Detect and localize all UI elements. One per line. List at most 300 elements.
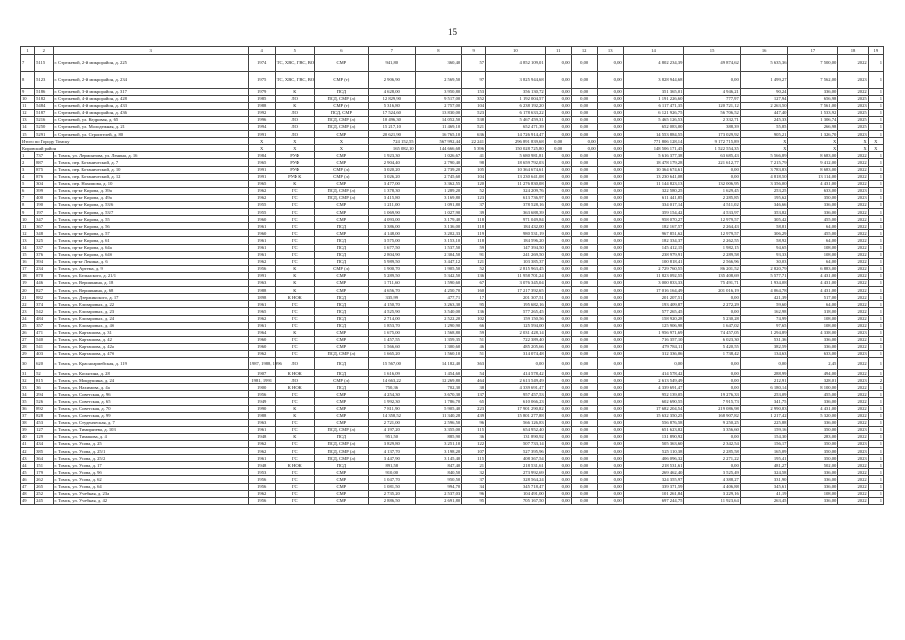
table-cell: 0,00 bbox=[684, 384, 740, 391]
table-cell: 17 524,60 bbox=[368, 109, 415, 116]
table-cell: 336,00 bbox=[788, 483, 838, 490]
table-cell: 0,00 bbox=[571, 412, 597, 419]
table-cell: СМР bbox=[314, 490, 368, 497]
table-cell: X bbox=[248, 138, 275, 145]
table-cell: СМР bbox=[314, 412, 368, 419]
table-cell: 3 bbox=[21, 166, 35, 173]
table-cell: 36 bbox=[462, 433, 486, 440]
table-cell: 168 907,82 bbox=[684, 412, 740, 419]
table-cell: 7 811,90 bbox=[368, 405, 415, 412]
table-row bbox=[21, 462, 884, 469]
table-cell: 241 269,50 bbox=[486, 251, 546, 258]
address-cell: г. Томск, ул. Вершинина, д. 18 bbox=[53, 280, 248, 287]
column-number: 11 bbox=[545, 47, 571, 55]
table-cell: 0,00 bbox=[571, 88, 597, 95]
table-cell: ГС bbox=[275, 455, 314, 462]
table-cell: 0,00 bbox=[597, 152, 623, 159]
table-cell: СМР bbox=[314, 405, 368, 412]
table-cell: 13 830,00 bbox=[415, 109, 462, 116]
table-cell: 39 bbox=[462, 209, 486, 216]
table-cell: 2 757,00 bbox=[415, 102, 462, 109]
table-cell: 2022 bbox=[838, 391, 868, 398]
table-cell: 0,00 bbox=[571, 202, 597, 209]
table-cell: 1 bbox=[868, 180, 883, 187]
table-cell: 3 356,00 bbox=[740, 180, 788, 187]
table-cell: 4 339 691,47 bbox=[486, 384, 546, 391]
table-cell: 517,00 bbox=[788, 294, 838, 301]
table-cell: 541 bbox=[35, 343, 53, 350]
address-cell: г. Томск, ул. Карташова, д. 31 bbox=[53, 329, 248, 336]
table-cell: 777,97 bbox=[684, 95, 740, 102]
address-cell: г. Стрежевой, 2-й микрорайон, д. 225 bbox=[53, 54, 248, 71]
table-cell: 51 bbox=[462, 350, 486, 357]
table-cell: 2022 bbox=[838, 462, 868, 469]
table-cell: 0,00 bbox=[597, 138, 623, 145]
address-cell: г. Томск, ул. Усова, д. 17 bbox=[53, 462, 248, 469]
table-cell: К bbox=[275, 272, 314, 279]
table-cell: 0,00 bbox=[545, 322, 571, 329]
table-cell: 9 517,00 bbox=[415, 95, 462, 102]
table-cell: 11 bbox=[21, 102, 35, 109]
table-cell: 0,00 bbox=[571, 54, 597, 71]
table-cell: 64,00 bbox=[788, 223, 838, 230]
table-cell: 0,00 bbox=[545, 455, 571, 462]
table-cell: ПСД bbox=[314, 301, 368, 308]
table-row bbox=[21, 412, 884, 419]
table-cell: К bbox=[275, 405, 314, 412]
table-row bbox=[21, 166, 884, 173]
table-cell: 37 bbox=[21, 412, 35, 419]
table-cell: 2 031 428,14 bbox=[486, 329, 546, 336]
table-cell: 31 bbox=[21, 370, 35, 377]
table-cell: 0,00 bbox=[571, 448, 597, 455]
table-cell: 108,00 bbox=[788, 315, 838, 322]
table-cell: 1960 bbox=[248, 216, 275, 223]
table-cell: 0,00 bbox=[545, 109, 571, 116]
address-cell: г. Томск, ул. Красноармейская, д. 119 bbox=[53, 358, 248, 370]
table-cell: 2022 bbox=[838, 230, 868, 237]
table-cell: 847,40 bbox=[415, 462, 462, 469]
table-cell: 359 154,42 bbox=[623, 209, 684, 216]
table-cell: 339 371,59 bbox=[623, 483, 684, 490]
table-cell: 314 074,48 bbox=[486, 350, 546, 357]
table-cell: К bbox=[275, 102, 314, 109]
table-cell: 341,75 bbox=[740, 398, 788, 405]
table-cell: 525 110,38 bbox=[623, 448, 684, 455]
table-cell: 218 531,61 bbox=[623, 462, 684, 469]
table-cell: 14 bbox=[21, 123, 35, 130]
table-cell: 1 047,70 bbox=[368, 476, 415, 483]
table-cell: 0,00 bbox=[597, 230, 623, 237]
table-cell: 0,00 bbox=[545, 209, 571, 216]
table-cell: 19 bbox=[21, 280, 35, 287]
table-cell: 0,00 bbox=[597, 329, 623, 336]
table-cell: 58,81 bbox=[740, 223, 788, 230]
table-cell: 1 499,27 bbox=[740, 71, 788, 88]
table-cell: 190 bbox=[35, 202, 53, 209]
table-cell: 353,82 bbox=[740, 209, 788, 216]
table-cell: 1 923,30 bbox=[368, 152, 415, 159]
table-cell: 336,00 bbox=[788, 469, 838, 476]
table-cell: 66 bbox=[462, 322, 486, 329]
table-cell: 7 215,79 bbox=[740, 159, 788, 166]
table-cell: 7 500,00 bbox=[788, 54, 838, 71]
table-cell: 27 bbox=[21, 336, 35, 343]
table-cell: 121 bbox=[462, 258, 486, 265]
table-cell: 0,00 bbox=[571, 258, 597, 265]
table-cell: 2022 bbox=[838, 272, 868, 279]
table-cell: 5 577,71 bbox=[740, 272, 788, 279]
table-cell: 1 bbox=[868, 251, 883, 258]
table-cell: 4 406,88 bbox=[684, 483, 740, 490]
table-cell: 105 bbox=[462, 166, 486, 173]
table-cell: 434 bbox=[35, 441, 53, 448]
table-cell: РУФ bbox=[275, 159, 314, 166]
table-cell: 0,00 bbox=[571, 216, 597, 223]
table-cell: 0,00 bbox=[571, 370, 597, 377]
table-cell: 0,00 bbox=[597, 102, 623, 109]
table-row bbox=[21, 71, 884, 88]
table-cell: 6 180,14 bbox=[740, 384, 788, 391]
table-cell: 0,00 bbox=[571, 71, 597, 88]
table-cell: СМР bbox=[314, 230, 368, 237]
table-cell: ЛО bbox=[275, 116, 314, 123]
table-cell: 1961 bbox=[248, 455, 275, 462]
table-cell: ПСД bbox=[314, 294, 368, 301]
table-cell: 3 829,80 bbox=[368, 441, 415, 448]
table-cell: 2022 bbox=[838, 301, 868, 308]
table-cell: 0,00 bbox=[571, 265, 597, 272]
table-cell: 3 169,80 bbox=[415, 194, 462, 201]
table-cell: 137 bbox=[462, 391, 486, 398]
table-cell: 2022 bbox=[838, 398, 868, 405]
table-row bbox=[21, 405, 884, 412]
table-cell: 336,00 bbox=[788, 497, 838, 504]
table-cell: 0,00 bbox=[545, 308, 571, 315]
table-cell: 2022 bbox=[838, 54, 868, 71]
table-cell: ПСД bbox=[314, 322, 368, 329]
address-cell: г. Томск, пр-кт Кирова, д. 57 bbox=[53, 230, 248, 237]
table-cell: 0,00 bbox=[597, 483, 623, 490]
table-cell: ПСД bbox=[314, 370, 368, 377]
table-cell: 3 136,00 bbox=[415, 223, 462, 230]
table-cell: 6 238 192,20 bbox=[486, 102, 546, 109]
table-cell: 266,98 bbox=[788, 123, 838, 130]
table-cell: 0,00 bbox=[571, 490, 597, 497]
table-cell: 876 bbox=[35, 173, 53, 180]
table-cell: 115 bbox=[462, 426, 486, 433]
address-cell: г. Томск, ул. Советская, д. 70 bbox=[53, 405, 248, 412]
table-cell: 0,00 bbox=[684, 71, 740, 88]
table-cell: 44 bbox=[21, 462, 35, 469]
table-cell: 1 bbox=[868, 455, 883, 462]
table-cell: 2 262,55 bbox=[684, 237, 740, 244]
table-cell: К bbox=[275, 287, 314, 294]
table-cell: 0,00 bbox=[571, 180, 597, 187]
address-cell: г. Томск, ул. Елизаровых, д. 22 bbox=[53, 301, 248, 308]
table-cell: 3 356,60 bbox=[684, 426, 740, 433]
table-cell: 0,00 bbox=[597, 159, 623, 166]
table-cell: 90,24 bbox=[740, 88, 788, 95]
subtotal-row bbox=[21, 138, 884, 145]
table-cell: ГС bbox=[275, 209, 314, 216]
table-cell: 324 209,76 bbox=[486, 187, 546, 194]
table-cell: 5 230,28 bbox=[684, 315, 740, 322]
table-cell: 1907 bbox=[248, 370, 275, 377]
table-cell: 1 091,80 bbox=[415, 202, 462, 209]
table-cell: 159 150,56 bbox=[486, 315, 546, 322]
table-cell: ГС bbox=[275, 322, 314, 329]
table-cell: 325 bbox=[35, 237, 53, 244]
table-cell: 0,00 bbox=[597, 426, 623, 433]
table-cell: 967 851,62 bbox=[623, 230, 684, 237]
table-cell: 5250 bbox=[35, 123, 53, 130]
table-row bbox=[21, 180, 884, 187]
table-cell: 0,00 bbox=[545, 412, 571, 419]
table-cell: ПСД, СМР (л) bbox=[314, 123, 368, 130]
table-cell: 11 144 823,13 bbox=[623, 180, 684, 187]
table-cell: 1956 bbox=[248, 483, 275, 490]
table-cell: 0,00 bbox=[545, 272, 571, 279]
table-cell: 455,00 bbox=[788, 391, 838, 398]
table-cell: 0,00 bbox=[545, 469, 571, 476]
table-cell: 17 682 204,54 bbox=[623, 405, 684, 412]
table-cell: 2022 bbox=[838, 384, 868, 391]
table-cell: 1 bbox=[868, 343, 883, 350]
table-cell: 4 431,00 bbox=[788, 180, 838, 187]
table-cell: СМР bbox=[314, 180, 368, 187]
table-cell: 131 890,92 bbox=[486, 433, 546, 440]
table-cell: 18 659 792,03 bbox=[486, 159, 546, 166]
table-cell: 1 bbox=[868, 329, 883, 336]
table-cell: 165 082,10 bbox=[368, 145, 415, 152]
table-cell: 1 bbox=[868, 258, 883, 265]
table-row bbox=[21, 287, 884, 294]
table-cell: 0,00 bbox=[545, 433, 571, 440]
table-cell: 1987, 1988, 1996 bbox=[248, 358, 275, 370]
table-cell: 6 bbox=[21, 187, 35, 194]
table-cell: 0,00 bbox=[597, 350, 623, 357]
table-cell: 9 412,00 bbox=[788, 159, 838, 166]
address-cell: г. Томск, ул. Карташова, д. 42а bbox=[53, 343, 248, 350]
table-cell: 408 367,54 bbox=[486, 455, 546, 462]
table-cell: 0,00 bbox=[684, 358, 740, 370]
table-cell: X bbox=[314, 145, 368, 152]
table-cell: 0,00 bbox=[597, 223, 623, 230]
table-cell: ПСД bbox=[314, 384, 368, 391]
table-cell: 538 bbox=[462, 116, 486, 123]
table-cell: 0,00 bbox=[545, 216, 571, 223]
table-cell: 324 355,97 bbox=[623, 476, 684, 483]
table-cell: 11 276 830,08 bbox=[486, 180, 546, 187]
table-cell: РУФ К bbox=[275, 173, 314, 180]
table-cell: ЛО bbox=[275, 109, 314, 116]
address-cell: г. Стрежевой, 4-й микрорайон, д. 433 bbox=[53, 102, 248, 109]
table-cell: 14 553 884,55 bbox=[623, 131, 684, 138]
table-cell: 1 560,10 bbox=[415, 350, 462, 357]
table-cell: 2 990,83 bbox=[740, 405, 788, 412]
table-cell: 8 bbox=[21, 202, 35, 209]
table-cell: 348 bbox=[35, 230, 53, 237]
table-cell: 0,00 bbox=[545, 251, 571, 258]
table-cell: 1 bbox=[868, 462, 883, 469]
table-cell: 11 340,28 bbox=[415, 412, 462, 419]
page-number: 15 bbox=[448, 27, 457, 37]
table-cell: 0,00 bbox=[571, 322, 597, 329]
table-cell: 652 471,39 bbox=[486, 123, 546, 130]
table-cell: 376 bbox=[35, 251, 53, 258]
table-cell: ЛО bbox=[275, 123, 314, 130]
table-cell: 994,70 bbox=[415, 483, 462, 490]
table-cell: 0,00 bbox=[545, 358, 571, 370]
table-cell: 5 289,50 bbox=[368, 272, 415, 279]
table-cell: 6 178 633,22 bbox=[486, 109, 546, 116]
table-cell: 1961 bbox=[248, 301, 275, 308]
table-cell: 1 bbox=[868, 476, 883, 483]
table-cell: 0,00 bbox=[597, 358, 623, 370]
table-cell: 0,00 bbox=[597, 131, 623, 138]
table-cell: 245,33 bbox=[740, 116, 788, 123]
table-cell: 7 562,00 bbox=[788, 71, 838, 88]
table-row bbox=[21, 384, 884, 391]
table-cell: 737 bbox=[35, 152, 53, 159]
table-cell: 6 121 926,75 bbox=[623, 109, 684, 116]
table-cell: 2022 bbox=[838, 483, 868, 490]
table-cell: 0,00 bbox=[571, 497, 597, 504]
table-cell: 10 364 674,61 bbox=[623, 166, 684, 173]
table-cell: 7 bbox=[21, 194, 35, 201]
table-cell: 29 bbox=[21, 350, 35, 357]
table-cell: 1988 bbox=[248, 412, 275, 419]
table-cell: 0,00 bbox=[545, 131, 571, 138]
table-cell: 1991 bbox=[248, 166, 275, 173]
table-cell: 439 bbox=[462, 412, 486, 419]
table-cell: 2 613 549,49 bbox=[623, 377, 684, 384]
table-cell: К bbox=[275, 412, 314, 419]
table-cell: ГС bbox=[275, 469, 314, 476]
table-row bbox=[21, 497, 884, 504]
table-cell: СМР bbox=[314, 202, 368, 209]
table-cell: 98 bbox=[462, 159, 486, 166]
table-cell: 331,90 bbox=[740, 476, 788, 483]
table-cell: 312 336,06 bbox=[623, 350, 684, 357]
table-cell: 0,00 bbox=[571, 138, 597, 145]
table-cell: 2 263,50 bbox=[740, 102, 788, 109]
table-cell: 0,00 bbox=[597, 476, 623, 483]
column-number: 5 bbox=[275, 47, 314, 55]
table-cell: 1 711,60 bbox=[368, 280, 415, 287]
table-cell: 702,30 bbox=[415, 384, 462, 391]
address-cell: г. Томск, пр-кт Кирова, д. 55 bbox=[53, 216, 248, 223]
table-cell: 11 923,64 bbox=[684, 497, 740, 504]
table-cell: К bbox=[275, 433, 314, 440]
table-cell: 447,40 bbox=[740, 109, 788, 116]
address-cell: г. Стрежевой, ул. Строителей, д. 80 bbox=[53, 131, 248, 138]
table-cell: ПСД, СМР (л) bbox=[314, 350, 368, 357]
table-cell: 5484 bbox=[35, 102, 53, 109]
table-cell: 4 064,78 bbox=[740, 287, 788, 294]
table-cell: К bbox=[275, 88, 314, 95]
table-cell: 159,16 bbox=[740, 426, 788, 433]
table-row bbox=[21, 123, 884, 130]
table-cell: 3 825 944,68 bbox=[486, 71, 546, 88]
table-cell: СМР bbox=[314, 272, 368, 279]
table-cell: 4 339 691,47 bbox=[623, 384, 684, 391]
table-cell: СМР bbox=[314, 469, 368, 476]
table-cell: 0,00 bbox=[597, 315, 623, 322]
table-cell: ГС bbox=[275, 230, 314, 237]
table-cell: 0,00 bbox=[545, 329, 571, 336]
address-cell: г. Томск, пр-кт Кирова, д. 49а bbox=[53, 194, 248, 201]
table-cell: РУФ bbox=[275, 166, 314, 173]
table-cell: 160 bbox=[462, 287, 486, 294]
table-cell: 1960 bbox=[248, 336, 275, 343]
table-cell: 195 682,16 bbox=[486, 301, 546, 308]
table-cell: 4 137,70 bbox=[368, 448, 415, 455]
table-cell: 0,00 bbox=[597, 244, 623, 251]
table-cell: 3 251,10 bbox=[415, 441, 462, 448]
table-cell: 34 bbox=[21, 391, 35, 398]
address-cell: г. Томск, ул. Елизаровых, д. 4б bbox=[53, 322, 248, 329]
table-cell: 0,00 bbox=[571, 280, 597, 287]
table-cell: 2022 bbox=[838, 258, 868, 265]
table-cell: ГС bbox=[275, 237, 314, 244]
table-cell: 0,00 bbox=[597, 455, 623, 462]
table-cell: 5187 bbox=[35, 109, 53, 116]
table-cell: СМР bbox=[314, 419, 368, 426]
table-row bbox=[21, 377, 884, 384]
table-cell: К bbox=[275, 280, 314, 287]
table-cell: 1962 bbox=[248, 194, 275, 201]
table-cell: 0,00 bbox=[571, 145, 597, 152]
table-row bbox=[21, 244, 884, 251]
address-cell: г. Томск, ул. Усова, д. 25/2 bbox=[53, 455, 248, 462]
table-cell: 2 522,20 bbox=[415, 315, 462, 322]
table-cell: 540 bbox=[35, 336, 53, 343]
table-cell: СМР (т) bbox=[314, 102, 368, 109]
table-cell: 14 bbox=[21, 244, 35, 251]
table-row bbox=[21, 216, 884, 223]
table-cell: 0,00 bbox=[597, 166, 623, 173]
table-cell: 2022 bbox=[838, 497, 868, 504]
table-cell: 345 718,47 bbox=[486, 483, 546, 490]
address-cell: г. Томск, ул. Советская, д. 96 bbox=[53, 391, 248, 398]
table-cell: 318,00 bbox=[788, 308, 838, 315]
table-cell: 9 250,25 bbox=[684, 419, 740, 426]
table-cell: 388,39 bbox=[684, 123, 740, 130]
address-cell: г. Томск, ул. Тимирязева, д. 103 bbox=[53, 426, 248, 433]
column-number: 2 bbox=[35, 47, 53, 55]
table-cell: 1 bbox=[868, 358, 883, 370]
table-cell: 613 736,97 bbox=[486, 194, 546, 201]
table-cell: ПСД bbox=[314, 237, 368, 244]
address-cell: г. Стрежевой, ул. Кедровая, д. 65 bbox=[53, 116, 248, 123]
table-cell: 346,66 bbox=[740, 202, 788, 209]
table-cell: 2 264,43 bbox=[684, 223, 740, 230]
column-number: 16 bbox=[740, 47, 788, 55]
table-cell: 1 bbox=[868, 272, 883, 279]
table-cell: ГС bbox=[275, 223, 314, 230]
table-cell: 3 525,49 bbox=[684, 469, 740, 476]
table-row bbox=[21, 391, 884, 398]
table-cell: 0,00 bbox=[571, 483, 597, 490]
table-cell: 542 bbox=[35, 308, 53, 315]
table-cell: 234 bbox=[35, 265, 53, 272]
table-cell: 840,50 bbox=[415, 469, 462, 476]
table-cell: 5182 bbox=[35, 95, 53, 102]
table-cell: 100 818,41 bbox=[623, 258, 684, 265]
table-cell: 2022 bbox=[838, 419, 868, 426]
